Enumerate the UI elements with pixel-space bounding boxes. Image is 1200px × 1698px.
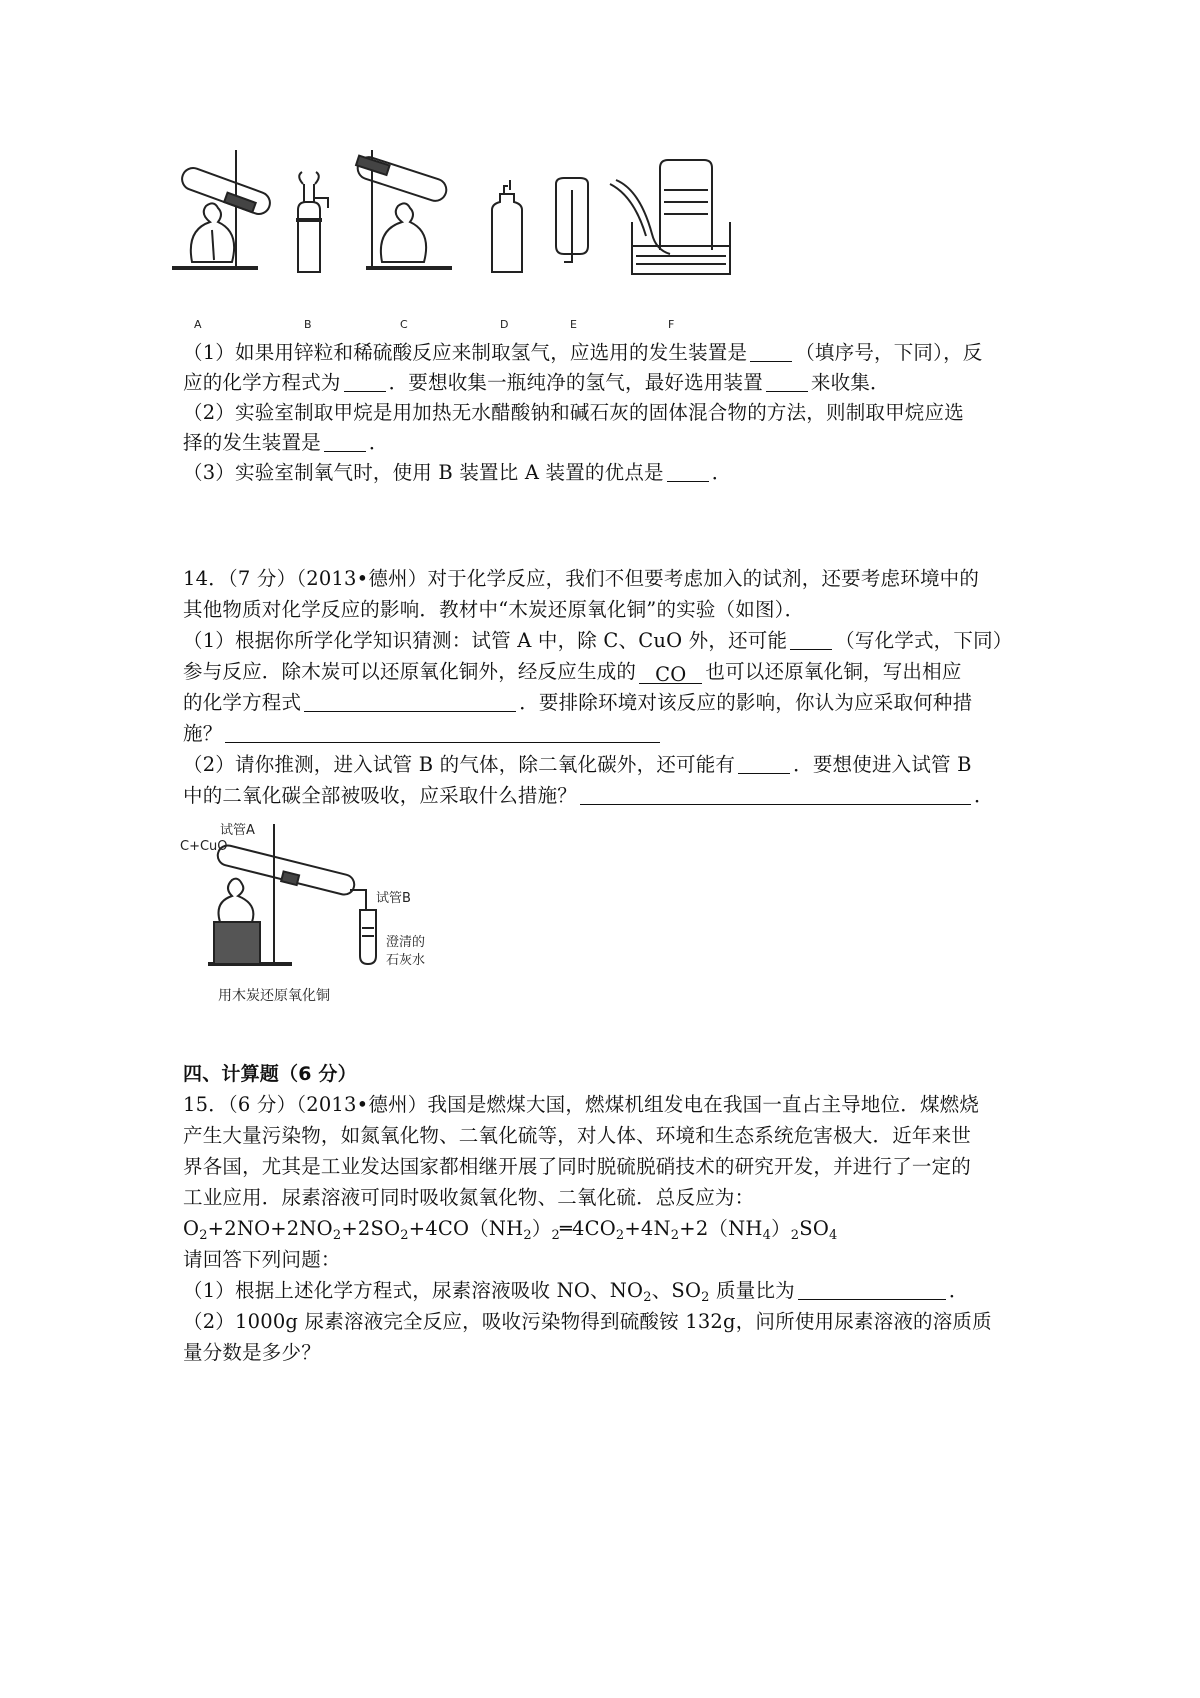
apparatus-f (610, 160, 730, 274)
apparatus-e (556, 178, 588, 262)
apparatus-label-e: E (570, 318, 577, 331)
apparatus-c (355, 150, 452, 268)
apparatus-a (172, 150, 273, 268)
apparatus-label-b: B (304, 318, 312, 331)
figure-caption: 用木炭还原氧化铜 (218, 988, 330, 1004)
apparatus-label-d: D (500, 318, 509, 331)
answer-blank[interactable] (667, 461, 709, 482)
answer-blank[interactable] (738, 753, 790, 774)
q14-line-7: （2）请你推测，进入试管 B 的气体，除二氧化碳外，还可能有 ．要想使进入试管 B (183, 753, 972, 776)
answer-blank[interactable] (580, 784, 971, 805)
label-reactant: C+CuO (180, 839, 228, 854)
apparatus-d (492, 180, 522, 272)
q13-line-2: 应的化学方程式为 ．要想收集一瓶纯净的氢气，最好选用装置 来收集． (183, 371, 890, 394)
q15-line-1: 15．（6 分）（2013•德州）我国是燃煤大国，燃煤机组发电在我国一直占主导地位．煤燃烧 (183, 1093, 980, 1116)
q14-line-4: 参与反应．除木炭可以还原氧化铜外，经反应生成的 CO 也可以还原氧化铜，写出相应 (183, 660, 962, 686)
q15-line-6: 请回答下列问题： (183, 1248, 341, 1271)
section-heading: 四、计算题（6 分） (183, 1063, 357, 1085)
reaction-equation: $O_2+2NO+2NO_2+2SO_2+4CO(NH_2)_2═4CO_2+4N_2+2(NH_4)_2SO_4$ (183, 1217, 838, 1243)
reduction-figure (180, 818, 480, 1008)
q13-line-1: （1）如果用锌粒和稀硫酸反应来制取氢气，应选用的发生装置是 （填序号，下同），反 (183, 341, 983, 364)
q15-line-2: 产生大量污染物，如氮氧化物、二氧化硫等，对人体、环境和生态系统危害极大．近年来世 (183, 1124, 972, 1147)
answer-blank[interactable] (344, 371, 386, 392)
apparatus-label-a: A (194, 318, 202, 331)
q13-line-3: （2）实验室制取甲烷是用加热无水醋酸钠和碱石灰的固体混合物的方法，则制取甲烷应选 (183, 401, 964, 424)
q14-line-8: 中的二氧化碳全部被吸收，应采取什么措施？ ． (183, 784, 994, 807)
answer-co[interactable]: CO (639, 661, 702, 684)
q14-line-3: （1）根据你所学化学知识猜测：试管 A 中，除 C、CuO 外，还可能 （写化学式，下同） (183, 629, 1013, 652)
q14-line-5: 的化学方程式 ．要排除环境对该反应的影响，你认为应采取何种措 (183, 691, 973, 714)
apparatus-label-c: C (400, 318, 408, 331)
label-tube-b: 试管B (376, 891, 411, 906)
q15-line-4: 工业应用．尿素溶液可同时吸收氮氧化物、二氧化硫．总反应为： (183, 1186, 755, 1209)
q15-line-7: （1）根据上述化学方程式，尿素溶液吸收 NO、$NO_2$、$SO_2$ 质量比为 ． (183, 1279, 969, 1305)
q15-line-3: 界各国，尤其是工业发达国家都相继开展了同时脱硫脱硝技术的研究开发，并进行了一定的 (183, 1155, 972, 1178)
answer-blank[interactable] (324, 431, 366, 452)
answer-blank[interactable] (798, 1279, 946, 1300)
answer-blank[interactable] (750, 341, 792, 362)
label-limewater-1: 澄清的 (386, 935, 426, 950)
q13-line-5: （3）实验室制氧气时，使用 B 装置比 A 装置的优点是 ． (183, 461, 732, 484)
q14-line-6: 施？ (183, 720, 663, 748)
q15-line-9: 量分数是多少？ (183, 1341, 321, 1364)
apparatus-b (296, 172, 328, 272)
q15-line-8: （2）1000g 尿素溶液完全反应，吸收污染物得到硫酸铵 132g，问所使用尿素溶液的溶质质 (183, 1310, 992, 1333)
apparatus-figure (170, 150, 760, 332)
answer-blank[interactable] (225, 722, 660, 743)
answer-blank[interactable] (790, 629, 832, 650)
answer-blank[interactable] (766, 371, 808, 392)
apparatus-label-f: F (668, 318, 675, 331)
q14-line-1: 14．（7 分）（2013•德州）对于化学反应，我们不但要考虑加入的试剂，还要考虑环境中的 (183, 567, 980, 590)
q13-line-4: 择的发生装置是 ． (183, 431, 389, 454)
label-limewater-2: 石灰水 (386, 953, 426, 968)
q14-line-2: 其他物质对化学反应的影响．教材中“木炭还原氧化铜”的实验（如图）． (183, 598, 805, 621)
answer-blank[interactable] (304, 691, 516, 712)
label-tube-a: 试管A (220, 823, 255, 838)
